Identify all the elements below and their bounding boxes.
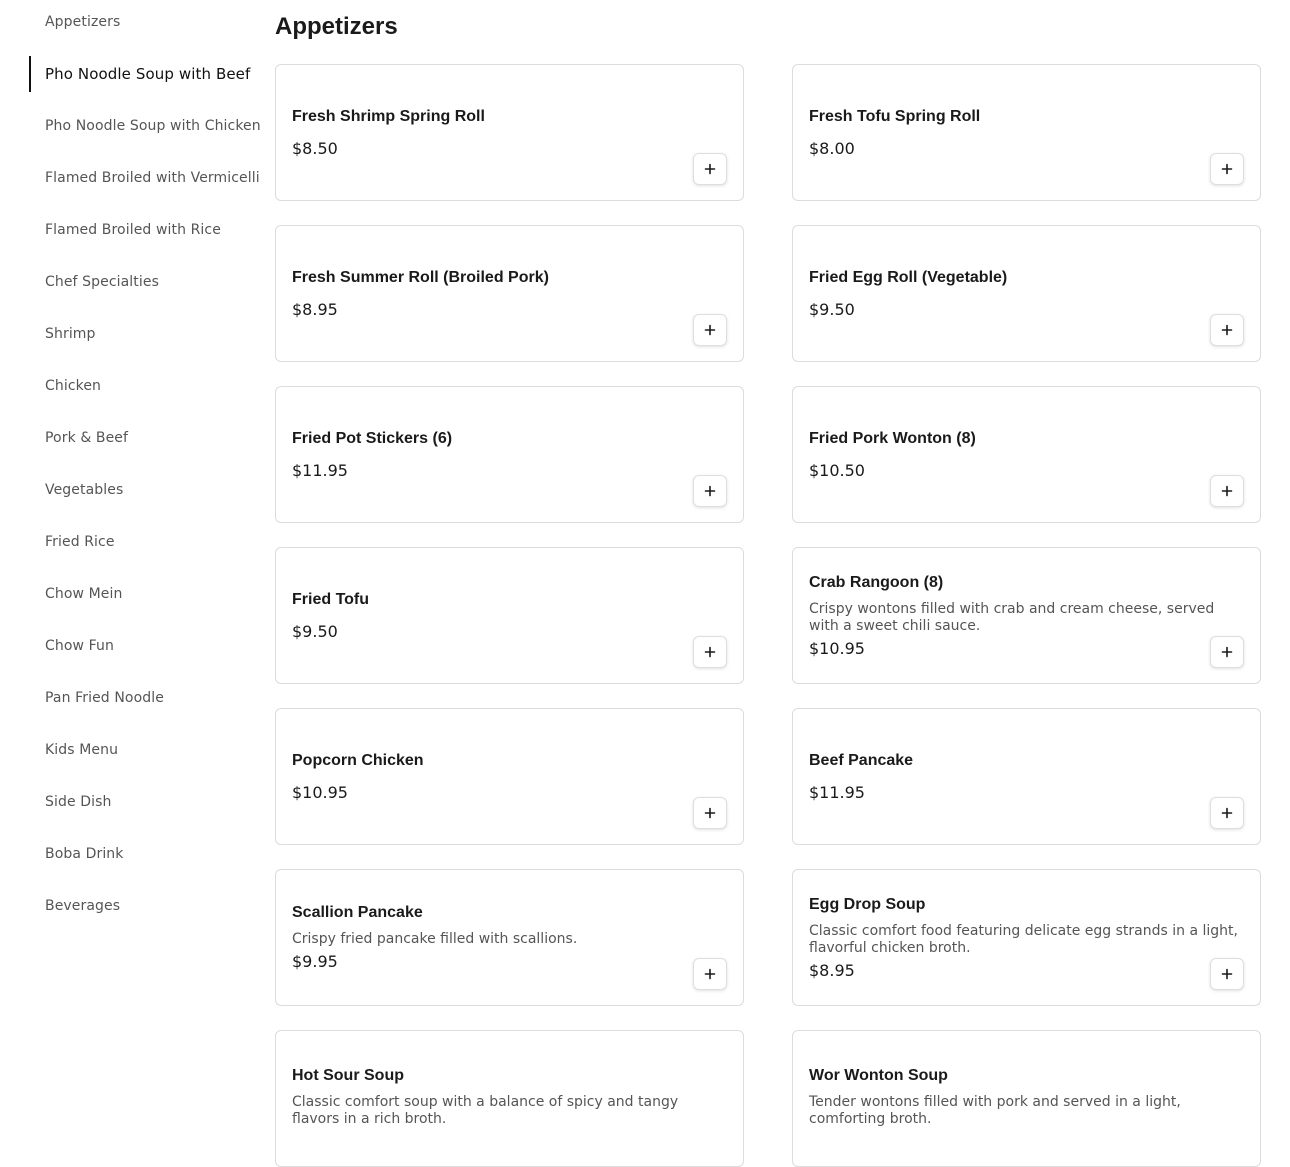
sidebar-category-item[interactable]: Chow Mein xyxy=(45,586,123,602)
sidebar-category-item[interactable]: Shrimp xyxy=(45,326,96,342)
plus-icon xyxy=(1221,485,1233,497)
menu-item-name: Fried Pot Stickers (6) xyxy=(292,429,453,447)
sidebar-category-item[interactable]: Pan Fried Noodle xyxy=(45,690,164,706)
plus-icon xyxy=(1221,324,1233,336)
menu-item-name: Egg Drop Soup xyxy=(809,895,926,913)
menu-item-body xyxy=(809,226,1244,361)
plus-icon xyxy=(704,163,716,175)
menu-item-card[interactable] xyxy=(792,64,1261,201)
menu-content xyxy=(275,0,1275,1127)
menu-item-name: Hot Sour Soup xyxy=(292,1066,404,1084)
menu-item-card[interactable] xyxy=(275,386,744,523)
menu-item-card[interactable] xyxy=(792,386,1261,523)
menu-item-body xyxy=(292,387,727,522)
add-to-cart-button[interactable] xyxy=(1210,636,1244,668)
menu-item-price: $9.95 xyxy=(292,952,338,971)
plus-icon xyxy=(704,968,716,980)
menu-item-body xyxy=(809,387,1244,522)
sidebar-category-item[interactable]: Pho Noodle Soup with Chicken xyxy=(45,118,261,134)
plus-icon xyxy=(1221,968,1233,980)
plus-icon xyxy=(1221,807,1233,819)
section-title: Appetizers xyxy=(275,13,398,40)
menu-item-body xyxy=(292,1031,727,1166)
menu-item-price: $11.95 xyxy=(809,782,865,802)
menu-item-card[interactable] xyxy=(792,708,1261,845)
menu-item-price: $9.50 xyxy=(809,299,855,319)
menu-item-name: Crab Rangoon (8) xyxy=(809,573,944,591)
add-to-cart-button[interactable] xyxy=(1210,797,1244,829)
add-to-cart-button[interactable] xyxy=(693,636,727,668)
menu-item-price: $9.50 xyxy=(292,621,338,641)
sidebar-category-item[interactable]: Chicken xyxy=(45,378,102,394)
menu-item-card[interactable] xyxy=(275,225,744,362)
category-sidebar xyxy=(0,0,261,1105)
sidebar-category-item[interactable]: Flamed Broiled with Vermicelli xyxy=(45,170,260,186)
menu-item-body xyxy=(809,870,1244,1005)
sidebar-category-item[interactable]: Fried Rice xyxy=(45,534,115,550)
menu-item-price: $8.00 xyxy=(809,138,855,158)
sidebar-category-item[interactable]: Appetizers xyxy=(45,14,121,30)
menu-item-description: Crispy wontons filled with crab and cream cheese, served with a sweet chili sauce. xyxy=(809,600,1215,634)
plus-icon xyxy=(704,485,716,497)
menu-item-card[interactable] xyxy=(275,869,744,1006)
add-to-cart-button[interactable] xyxy=(693,797,727,829)
menu-item-card[interactable] xyxy=(275,64,744,201)
menu-item-price: $10.50 xyxy=(809,460,865,480)
plus-icon xyxy=(704,807,716,819)
menu-item-name: Wor Wonton Soup xyxy=(809,1066,948,1084)
menu-item-body xyxy=(809,1031,1244,1166)
sidebar-category-item[interactable]: Flamed Broiled with Rice xyxy=(45,222,221,238)
menu-item-description: Crispy fried pancake filled with scallions. xyxy=(292,931,578,947)
menu-item-card[interactable] xyxy=(792,1030,1261,1167)
menu-item-description: Tender wontons filled with pork and served in a light, comforting broth. xyxy=(809,1093,1181,1127)
sidebar-category-item[interactable]: Chow Fun xyxy=(45,638,114,654)
menu-item-card[interactable] xyxy=(275,708,744,845)
add-to-cart-button[interactable] xyxy=(1210,153,1244,185)
plus-icon xyxy=(1221,163,1233,175)
sidebar-category-item[interactable]: Beverages xyxy=(45,898,121,914)
menu-item-body xyxy=(809,548,1244,683)
menu-item-name: Fresh Tofu Spring Roll xyxy=(809,107,981,125)
menu-item-price: $11.95 xyxy=(292,460,348,480)
menu-item-grid xyxy=(275,64,1261,1167)
menu-item-price: $8.95 xyxy=(809,960,855,980)
menu-item-body xyxy=(809,709,1244,844)
add-to-cart-button[interactable] xyxy=(1210,314,1244,346)
menu-item-card[interactable] xyxy=(275,1030,744,1167)
add-to-cart-button[interactable] xyxy=(1210,475,1244,507)
sidebar-category-item[interactable]: Vegetables xyxy=(45,482,124,498)
add-to-cart-button[interactable] xyxy=(693,314,727,346)
menu-item-name: Beef Pancake xyxy=(809,751,914,769)
add-to-cart-button[interactable] xyxy=(1210,958,1244,990)
menu-item-name: Popcorn Chicken xyxy=(292,751,424,769)
menu-item-price: $10.95 xyxy=(809,638,865,658)
menu-item-description: Classic comfort soup with a balance of spicy and tangy flavors in a rich broth. xyxy=(292,1093,679,1127)
menu-item-name: Fresh Summer Roll (Broiled Pork) xyxy=(292,268,549,286)
sidebar-category-item[interactable]: Boba Drink xyxy=(45,846,124,862)
menu-item-price: $10.95 xyxy=(292,782,348,802)
menu-item-body xyxy=(292,548,727,683)
menu-item-name: Fried Egg Roll (Vegetable) xyxy=(809,268,1008,286)
plus-icon xyxy=(704,646,716,658)
menu-item-card[interactable] xyxy=(275,547,744,684)
menu-item-name: Fresh Shrimp Spring Roll xyxy=(292,107,485,125)
add-to-cart-button[interactable] xyxy=(693,475,727,507)
menu-item-body xyxy=(292,870,727,1005)
menu-item-body xyxy=(292,709,727,844)
plus-icon xyxy=(704,324,716,336)
sidebar-category-item[interactable]: Pho Noodle Soup with Beef xyxy=(29,56,228,92)
menu-item-name: Scallion Pancake xyxy=(292,904,423,921)
menu-item-body xyxy=(809,65,1244,200)
menu-item-description: Classic comfort food featuring delicate egg strands in a light, flavorful chicken broth. xyxy=(809,922,1238,956)
menu-item-body xyxy=(292,226,727,361)
sidebar-category-item[interactable]: Pork & Beef xyxy=(45,430,129,446)
menu-item-name: Fried Pork Wonton (8) xyxy=(809,429,976,447)
sidebar-category-item[interactable]: Chef Specialties xyxy=(45,274,159,290)
add-to-cart-button[interactable] xyxy=(693,958,727,990)
sidebar-category-item[interactable]: Kids Menu xyxy=(45,742,119,758)
sidebar-category-item[interactable]: Side Dish xyxy=(45,794,112,810)
plus-icon xyxy=(1221,646,1233,658)
menu-item-card[interactable] xyxy=(792,225,1261,362)
add-to-cart-button[interactable] xyxy=(693,153,727,185)
menu-item-card[interactable] xyxy=(792,547,1261,684)
menu-item-card[interactable] xyxy=(792,869,1261,1006)
menu-item-name: Fried Tofu xyxy=(292,590,370,608)
menu-item-price: $8.95 xyxy=(292,299,338,319)
menu-item-price: $8.50 xyxy=(292,138,338,158)
menu-item-body xyxy=(292,65,727,200)
